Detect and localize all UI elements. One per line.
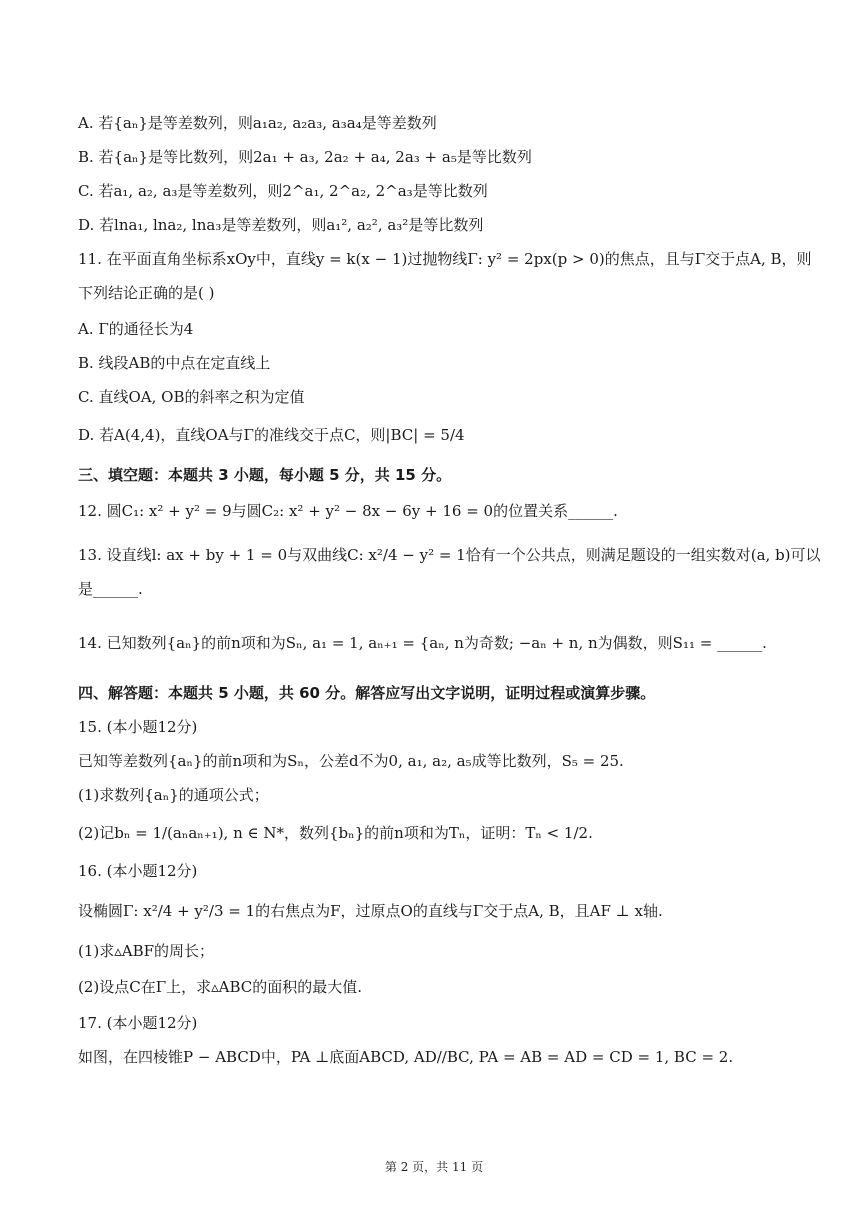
option-11d: D. 若A(4,4)，直线OA与Γ的准线交于点C，则|BC| = 5/4 <box>78 426 465 444</box>
page-footer: 第 2 页，共 11 页 <box>384 1160 484 1174</box>
question-12: 12. 圆C₁: x² + y² = 9与圆C₂: x² + y² − 8x − 6y + 16 = 0的位置关系______. <box>78 502 618 520</box>
option-10d: D. 若lna₁, lna₂, lna₃是等差数列，则a₁², a₂², a₃²是等比数列 <box>78 216 484 234</box>
option-10a: A. 若{aₙ}是等差数列，则a₁a₂, a₂a₃, a₃a₄是等差数列 <box>78 114 437 132</box>
question-16-header: 16. (本小题12分) <box>78 862 198 880</box>
question-16-part1: (1)求▵ABF的周长； <box>78 942 215 960</box>
question-15-part2: (2)记bₙ = 1/(aₙaₙ₊₁), n ∈ N*，数列{bₙ}的前n项和为Tₙ，证明：Tₙ < 1/2. <box>78 824 593 842</box>
question-16-stem: 设椭圆Γ: x²/4 + y²/3 = 1的右焦点为F，过原点O的直线与Γ交于点A, B，且AF ⊥ x轴. <box>78 902 663 920</box>
question-15-stem: 已知等差数列{aₙ}的前n项和为Sₙ，公差d不为0, a₁, a₂, a₅成等比数列，S₅ = 25. <box>78 752 624 770</box>
question-15-part1: (1)求数列{aₙ}的通项公式； <box>78 786 269 804</box>
option-11a: A. Γ的通径长为4 <box>78 320 194 338</box>
question-11-stem-cont: 下列结论正确的是( ) <box>78 284 215 302</box>
option-11c: C. 直线OA, OB的斜率之积为定值 <box>78 388 305 406</box>
option-10c: C. 若a₁, a₂, a₃是等差数列，则2^a₁, 2^a₂, 2^a₃是等比数列 <box>78 182 488 200</box>
question-17-stem: 如图，在四棱锥P − ABCD中，PA ⊥底面ABCD, AD//BC, PA = AB = AD = CD = 1, BC = 2. <box>78 1048 734 1066</box>
section-heading-solutions: 四、解答题：本题共 5 小题，共 60 分。解答应写出文字说明，证明过程或演算步骤。 <box>78 684 656 702</box>
section-heading-fill-in: 三、填空题：本题共 3 小题，每小题 5 分，共 15 分。 <box>78 466 452 484</box>
option-10b: B. 若{aₙ}是等比数列，则2a₁ + a₃, 2a₂ + a₄, 2a₃ + a₅是等比数列 <box>78 148 532 166</box>
question-15-header: 15. (本小题12分) <box>78 718 198 736</box>
question-11-stem: 11. 在平面直角坐标系xOy中，直线y = k(x − 1)过抛物线Γ: y² = 2px(p > 0)的焦点，且与Γ交于点A, B，则 <box>78 250 812 268</box>
option-11b: B. 线段AB的中点在定直线上 <box>78 354 271 372</box>
question-17-header: 17. (本小题12分) <box>78 1014 198 1032</box>
question-13: 13. 设直线l: ax + by + 1 = 0与双曲线C: x²/4 − y² = 1恰有一个公共点，则满足题设的一组实数对(a, b)可以 <box>78 546 821 564</box>
question-13-cont: 是______. <box>78 580 143 598</box>
question-16-part2: (2)设点C在Γ上，求▵ABC的面积的最大值. <box>78 978 363 996</box>
question-14: 14. 已知数列{aₙ}的前n项和为Sₙ, a₁ = 1, aₙ₊₁ = {aₙ, n为奇数; −aₙ + n, n为偶数，则S₁₁ = ______. <box>78 634 767 652</box>
